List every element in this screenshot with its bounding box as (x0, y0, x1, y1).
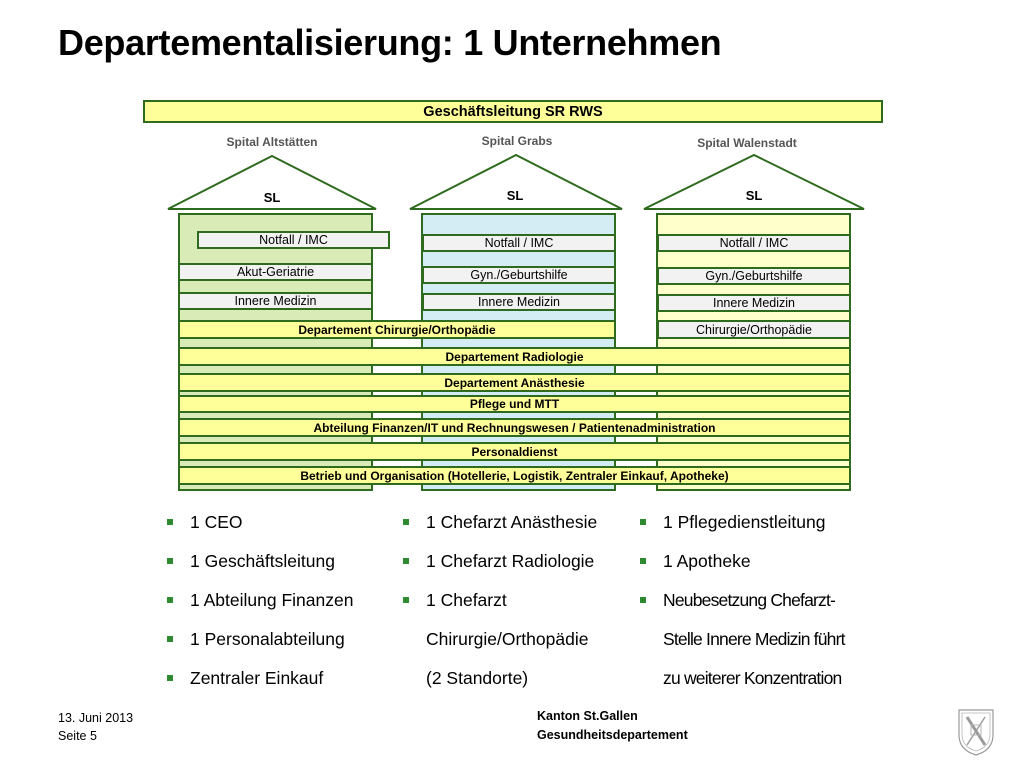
bullet-list-3 (636, 503, 845, 698)
page-title: Departementalisierung: 1 Unternehmen (58, 22, 722, 63)
site2-notfall: Notfall / IMC (422, 234, 616, 252)
bullet-item-continuation: Chirurgie/Orthopädie (426, 629, 589, 649)
sl-label-1: SL (263, 190, 281, 205)
bullet-icon (640, 558, 646, 564)
site-label-walenstadt: Spital Walenstadt (697, 136, 797, 150)
site2-innere-medizin: Innere Medizin (422, 293, 616, 311)
sl-label-3: SL (745, 188, 763, 203)
management-box: Geschäftsleitung SR RWS (143, 100, 883, 123)
bullet-icon (167, 519, 173, 525)
footer-page: Seite 5 (58, 729, 97, 743)
bullet-item-continuation: Stelle Innere Medizin führt (663, 629, 845, 649)
bullet-icon (167, 558, 173, 564)
bullet-item: 1 Apotheke (636, 542, 845, 581)
footer-org-department: Gesundheitsdepartement (537, 728, 688, 742)
site2-gyn: Gyn./Geburtshilfe (422, 266, 616, 284)
bullet-item: Neubesetzung Chefarzt- (636, 581, 845, 620)
site3-gyn: Gyn./Geburtshilfe (657, 267, 851, 285)
bullet-item: 1 CEO (163, 503, 353, 542)
bullet-item: 1 Personalabteilung (163, 620, 353, 659)
bullet-item: 1 Chefarzt Anästhesie (399, 503, 597, 542)
bullet-item-continuation: (2 Standorte) (426, 668, 529, 688)
coat-of-arms-icon (956, 707, 996, 757)
site3-notfall: Notfall / IMC (657, 234, 851, 252)
dept-anaesthesie: Departement Anästhesie (178, 373, 851, 392)
bullet-item: Zentraler Einkauf (163, 659, 353, 698)
site3-innere-medizin: Innere Medizin (657, 294, 851, 312)
bullet-icon (403, 558, 409, 564)
bullet-item: 1 Chefarzt (399, 581, 597, 620)
bullet-item: 1 Abteilung Finanzen (163, 581, 353, 620)
bullet-list-2 (399, 503, 597, 698)
bullet-item: 1 Pflegedienstleitung (636, 503, 845, 542)
bullet-icon (403, 519, 409, 525)
bullet-item: 1 Geschäftsleitung (163, 542, 353, 581)
site1-innere-medizin: Innere Medizin (178, 292, 373, 310)
bullet-icon (167, 636, 173, 642)
bullet-item-continuation: zu weiterer Konzentration (663, 668, 842, 688)
dept-pflege: Pflege und MTT (178, 395, 851, 413)
site-label-altstaetten: Spital Altstätten (226, 135, 318, 149)
bullet-list-1 (163, 503, 353, 698)
bullet-icon (403, 597, 409, 603)
site3-chirurgie: Chirurgie/Orthopädie (657, 320, 851, 339)
dept-personaldienst: Personaldienst (178, 442, 851, 461)
dept-finanzen: Abteilung Finanzen/IT und Rechnungswesen / Patientenadministration (178, 418, 851, 437)
bullet-icon (640, 519, 646, 525)
dept-radiologie: Departement Radiologie (178, 347, 851, 366)
sl-label-2: SL (506, 188, 524, 203)
bullet-icon (167, 597, 173, 603)
site1-notfall: Notfall / IMC (197, 231, 390, 249)
bullet-icon (167, 675, 173, 681)
site-label-grabs: Spital Grabs (481, 134, 553, 148)
dept-chirurgie: Departement Chirurgie/Orthopädie (178, 320, 616, 339)
bullet-icon (640, 597, 646, 603)
bullet-item: 1 Chefarzt Radiologie (399, 542, 597, 581)
footer-date: 13. Juni 2013 (58, 711, 134, 725)
dept-betrieb: Betrieb und Organisation (Hotellerie, Logistik, Zentraler Einkauf, Apotheke) (178, 466, 851, 485)
footer-org-canton: Kanton St.Gallen (537, 709, 638, 723)
site1-akut-geriatrie: Akut-Geriatrie (178, 263, 373, 281)
